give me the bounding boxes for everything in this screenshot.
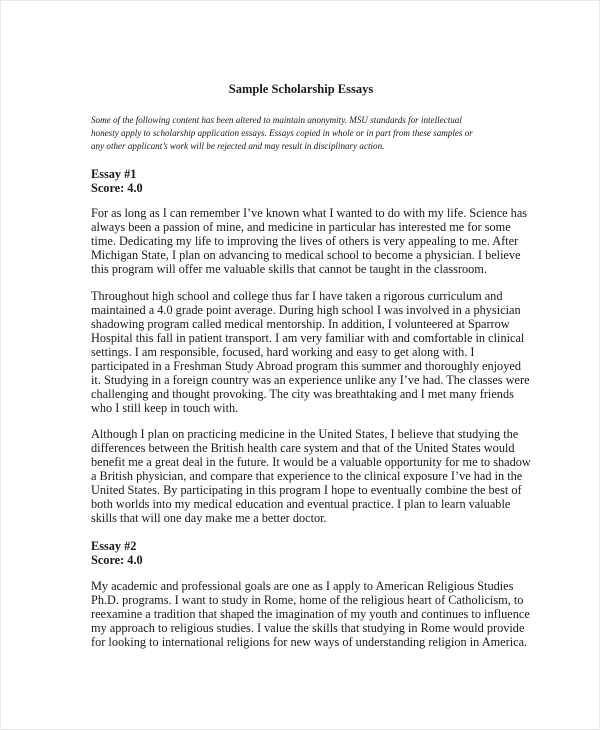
essay-1-heading: Essay #1 (91, 167, 137, 181)
essay-1-score: Score: 4.0 (91, 181, 143, 196)
text-line: for looking to international religions for new ways of understanding religion in America. (91, 634, 528, 649)
essay-1-header (91, 167, 143, 195)
text-line: settings. I am responsible, focused, hard working and easy to get along with. I (91, 344, 475, 359)
anonymity-notice (91, 114, 531, 154)
text-line: My academic and professional goals are one as I apply to American Religious Studies (91, 579, 514, 593)
text-line: Throughout high school and college thus far I have taken a rigorous curriculum and (91, 289, 503, 303)
essay-2-paragraph-1 (91, 580, 531, 650)
text-line: Hospital this fall in patient transport. I am very familiar with and comfortable in clinical (91, 330, 525, 345)
text-line: differences between the British health care system and that of the United States would (91, 440, 515, 455)
text-line: challenging and thought provoking. The city was breathtaking and I met many friends (91, 386, 514, 401)
text-line: both worlds into my medical education and eventual practice. I plan to learn valuable (91, 496, 511, 511)
text-line: Ph.D. programs. I want to study in Rome, home of the religious heart of Catholicism, to (91, 592, 524, 607)
essay-1-paragraph-3 (91, 428, 531, 526)
essay-2-score: Score: 4.0 (91, 553, 143, 568)
notice-line: Some of the following content has been altered to maintain anonymity. MSU standards for intellectual (91, 115, 462, 125)
text-line: United States. By participating in this program I hope to eventually combine the best of (91, 482, 522, 497)
document-title: Sample Scholarship Essays (228, 82, 374, 96)
text-line: it. Studying in a foreign country was an experience unlike any I’ve had. The classes were (91, 372, 530, 387)
text-line: a British physician, and compare that experience to the clinical exposure I’ve had in the (91, 468, 523, 483)
essay-1-paragraph-2 (91, 290, 531, 416)
essay-1-paragraph-1 (91, 207, 531, 277)
text-line: reexamine a tradition that shaped the imagination of my youth and continues to influence (91, 606, 530, 621)
text-line: Michigan State, I plan on advancing to medical school to become a physician. I believe (91, 247, 521, 262)
notice-line: any other applicant’s work will be rejected and may result in disciplinary action. (91, 141, 385, 152)
text-line: benefit me a great deal in the future. It would be a valuable opportunity for me to shadow (91, 454, 531, 469)
text-line: maintained a 4.0 grade point average. During high school I was involved in a physician (91, 302, 521, 317)
text-line: skills that will one day make me a better doctor. (91, 510, 327, 525)
notice-line: honesty apply to scholarship application essays. Essays copied in whole or in part from these samples or (91, 128, 473, 139)
text-line: this program will offer me valuable skills that cannot be taught in the classroom. (91, 261, 487, 276)
essay-2-header (91, 539, 143, 567)
text-line: always been a passion of mine, and medicine in particular has interested me for some (91, 219, 511, 234)
text-line: Although I plan on practicing medicine in the United States, I believe that studying the (91, 427, 519, 441)
text-line: time. Dedicating my life to improving the lives of others is very appealing to me. After (91, 233, 519, 248)
essay-2-heading: Essay #2 (91, 539, 137, 553)
text-line: shadowing program called medical mentorship. In addition, I volunteered at Sparrow (91, 316, 510, 331)
text-line: For as long as I can remember I’ve known what I wanted to do with my life. Science has (91, 206, 528, 220)
text-line: participated in a Freshman Study Abroad program this summer and thoroughly enjoyed (91, 358, 521, 373)
text-line: who I still keep in touch with. (91, 400, 239, 415)
text-line: my approach to religious studies. I value the skills that studying in Rome would provide (91, 620, 525, 635)
